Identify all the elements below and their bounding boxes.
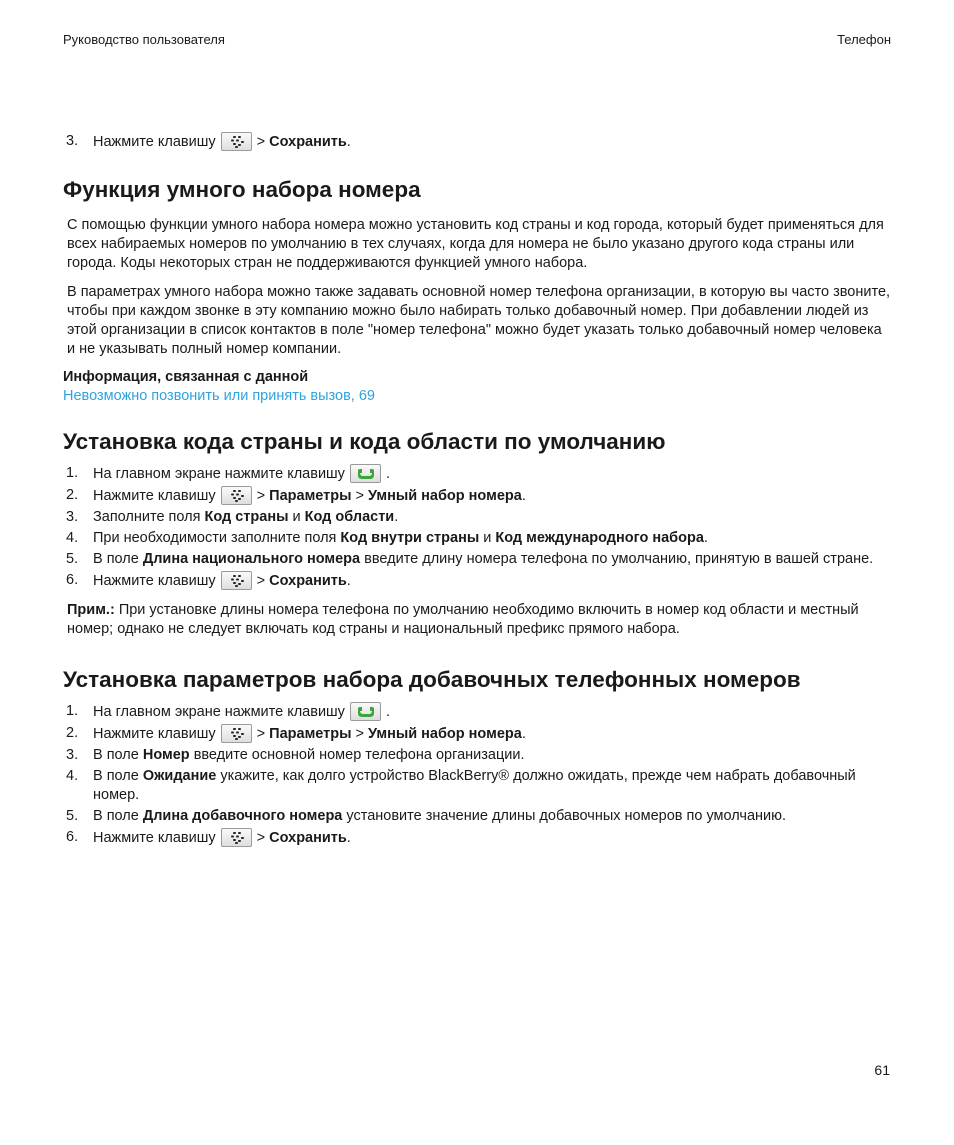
section-title-extension: Установка параметров набора добавочных телефонных номеров — [63, 667, 801, 692]
list-item: 2. Нажмите клавишу > Параметры > Умный набор номера. — [66, 725, 526, 742]
phone-send-icon — [350, 464, 381, 483]
note-label: Прим.: — [67, 602, 115, 618]
list-item: 1. На главном экране нажмите клавишу . — [66, 465, 391, 482]
list-item: 3. В поле Номер введите основной номер телефона организации. — [66, 747, 525, 763]
list-item: 5. В поле Длина добавочного номера установите значение длины добавочных номеров по умолчанию. — [66, 808, 787, 824]
paragraph: С помощью функции умного набора номера можно установить код страны и код города, который будет применяться для всех набираемых номеров по умолчанию в тех случаях, когда для номера не было указано другого кода страны или города. Коды некоторых стран не поддерживаются функцией умного набора. — [67, 217, 884, 271]
section-title-smart-dial: Функция умного набора номера — [63, 177, 421, 202]
list-item: 6. Нажмите клавишу > Сохранить. — [66, 829, 351, 846]
blackberry-menu-icon — [221, 132, 252, 151]
blackberry-menu-icon — [221, 724, 252, 743]
running-header-right: Телефон — [837, 32, 891, 47]
related-info-link[interactable]: Невозможно позвонить или принять вызов, 69 — [63, 388, 375, 404]
list-item: 4. При необходимости заполните поля Код внутри страны и Код международного набора. — [66, 530, 708, 546]
page-content — [63, 132, 893, 850]
list-item: 3. Заполните поля Код страны и Код области. — [66, 509, 399, 525]
list-item: 4. В поле Ожидание укажите, как долго устройство BlackBerry® должно ожидать, прежде чем набрать добавочный номер. — [66, 768, 856, 803]
phone-send-icon — [350, 702, 381, 721]
running-header-left: Руководство пользователя — [63, 32, 225, 47]
blackberry-menu-icon — [221, 486, 252, 505]
page-number: 61 — [874, 1062, 890, 1078]
list-item: 6. Нажмите клавишу > Сохранить. — [66, 572, 351, 589]
blackberry-menu-icon — [221, 828, 252, 847]
related-info-title: Информация, связанная с данной — [63, 369, 309, 385]
paragraph: В параметрах умного набора можно также задавать основной номер телефона организации, в которую вы часто звоните, чтобы при каждом звонке в эту компанию можно было набирать только добавочный номер. При добавлении людей из этой организации в список контактов в поле "номер телефона" можно будет указать только добавочный номер человека и не указывать полный номер компании. — [67, 284, 891, 357]
extension-steps — [63, 702, 893, 848]
list-item: 5. В поле Длина национального номера введите длину номера телефона по умолчанию, принятую в вашей стране. — [66, 551, 874, 567]
list-item: 1. На главном экране нажмите клавишу . — [66, 703, 391, 720]
note-text: При установке длины номера телефона по умолчанию необходимо включить в номер код области и местный номер; однако не следует включать код страны и национальный префикс прямого набора. — [67, 602, 859, 637]
list-item: 2. Нажмите клавишу > Параметры > Умный набор номера. — [66, 487, 526, 504]
country-code-steps — [63, 464, 893, 591]
list-item: 3. Нажмите клавишу > Сохранить. — [66, 133, 351, 150]
note — [67, 601, 893, 639]
top-step-list — [63, 132, 893, 152]
blackberry-menu-icon — [221, 571, 252, 590]
section-title-country-code: Установка кода страны и кода области по умолчанию — [63, 429, 666, 454]
